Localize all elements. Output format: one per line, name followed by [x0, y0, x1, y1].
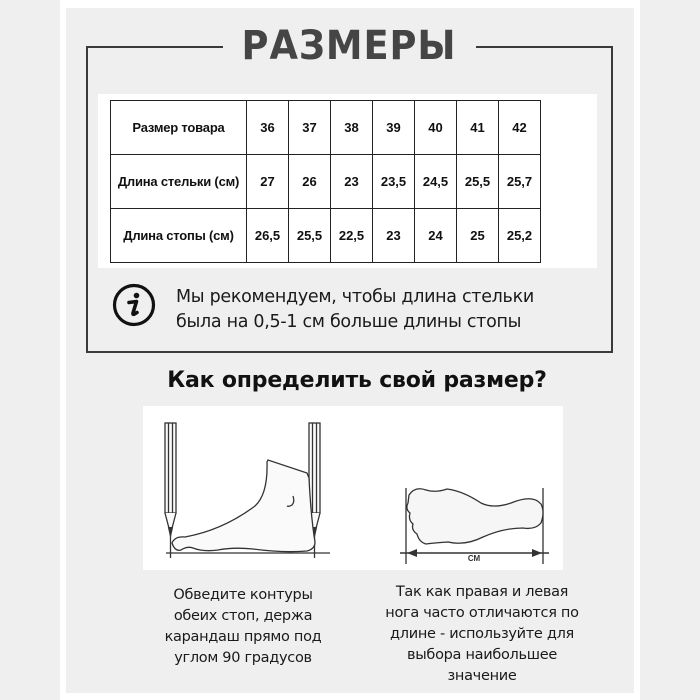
frame-top-line-right: [476, 46, 613, 48]
table-row: [111, 155, 541, 209]
table-row: [111, 101, 541, 155]
table-cell: 23: [373, 209, 415, 263]
caption-line: значение: [447, 668, 517, 684]
foot-side-icon: [172, 460, 315, 552]
caption-line: обеих стоп, держа: [173, 608, 313, 624]
table-cell: 38: [331, 101, 373, 155]
measurement-illustration: [143, 406, 563, 570]
table-cell: 41: [457, 101, 499, 155]
size-table: [110, 100, 541, 263]
caption-line: нога часто отличаются по: [385, 605, 579, 621]
recommendation-line-2: была на 0,5-1 см больше длины стопы: [176, 312, 522, 332]
caption-line: Так как правая и левая: [395, 584, 569, 600]
row-header-size: Размер товара: [111, 101, 247, 155]
info-icon: [112, 283, 156, 327]
table-cell: 25,7: [499, 155, 541, 209]
caption-line: выбора наибольшее: [407, 647, 557, 663]
pencil-left-icon: [165, 423, 176, 558]
how-to-title: Как определить свой размер?: [167, 368, 547, 393]
foot-measure-drawing: [143, 406, 563, 570]
table-cell: 24: [415, 209, 457, 263]
table-row: [111, 209, 541, 263]
row-header-foot: Длина стопы (см): [111, 209, 247, 263]
recommendation-text: [176, 285, 596, 335]
table-cell: 22,5: [331, 209, 373, 263]
right-caption: [362, 582, 602, 687]
footprint-icon: [407, 489, 543, 544]
table-cell: 40: [415, 101, 457, 155]
table-cell: 42: [499, 101, 541, 155]
row-header-insole: Длина стельки (см): [111, 155, 247, 209]
table-cell: 25: [457, 209, 499, 263]
table-cell: 25,5: [457, 155, 499, 209]
frame-top-line-left: [86, 46, 223, 48]
table-cell: 25,5: [289, 209, 331, 263]
caption-line: длине - используйте для: [390, 626, 574, 642]
caption-line: карандаш прямо под: [164, 629, 322, 645]
recommendation-line-1: Мы рекомендуем, чтобы длина стельки: [176, 287, 534, 307]
table-cell: 25,2: [499, 209, 541, 263]
table-cell: 26: [289, 155, 331, 209]
left-caption: [143, 585, 343, 669]
table-cell: 36: [247, 101, 289, 155]
table-cell: 24,5: [415, 155, 457, 209]
table-cell: 39: [373, 101, 415, 155]
cm-label: СМ: [467, 554, 481, 563]
table-cell: 26,5: [247, 209, 289, 263]
table-cell: 23: [331, 155, 373, 209]
table-cell: 23,5: [373, 155, 415, 209]
caption-line: углом 90 градусов: [174, 650, 312, 666]
table-cell: 27: [247, 155, 289, 209]
page-title: РАЗМЕРЫ: [241, 23, 457, 69]
caption-line: Обведите контуры: [173, 587, 313, 603]
table-cell: 37: [289, 101, 331, 155]
